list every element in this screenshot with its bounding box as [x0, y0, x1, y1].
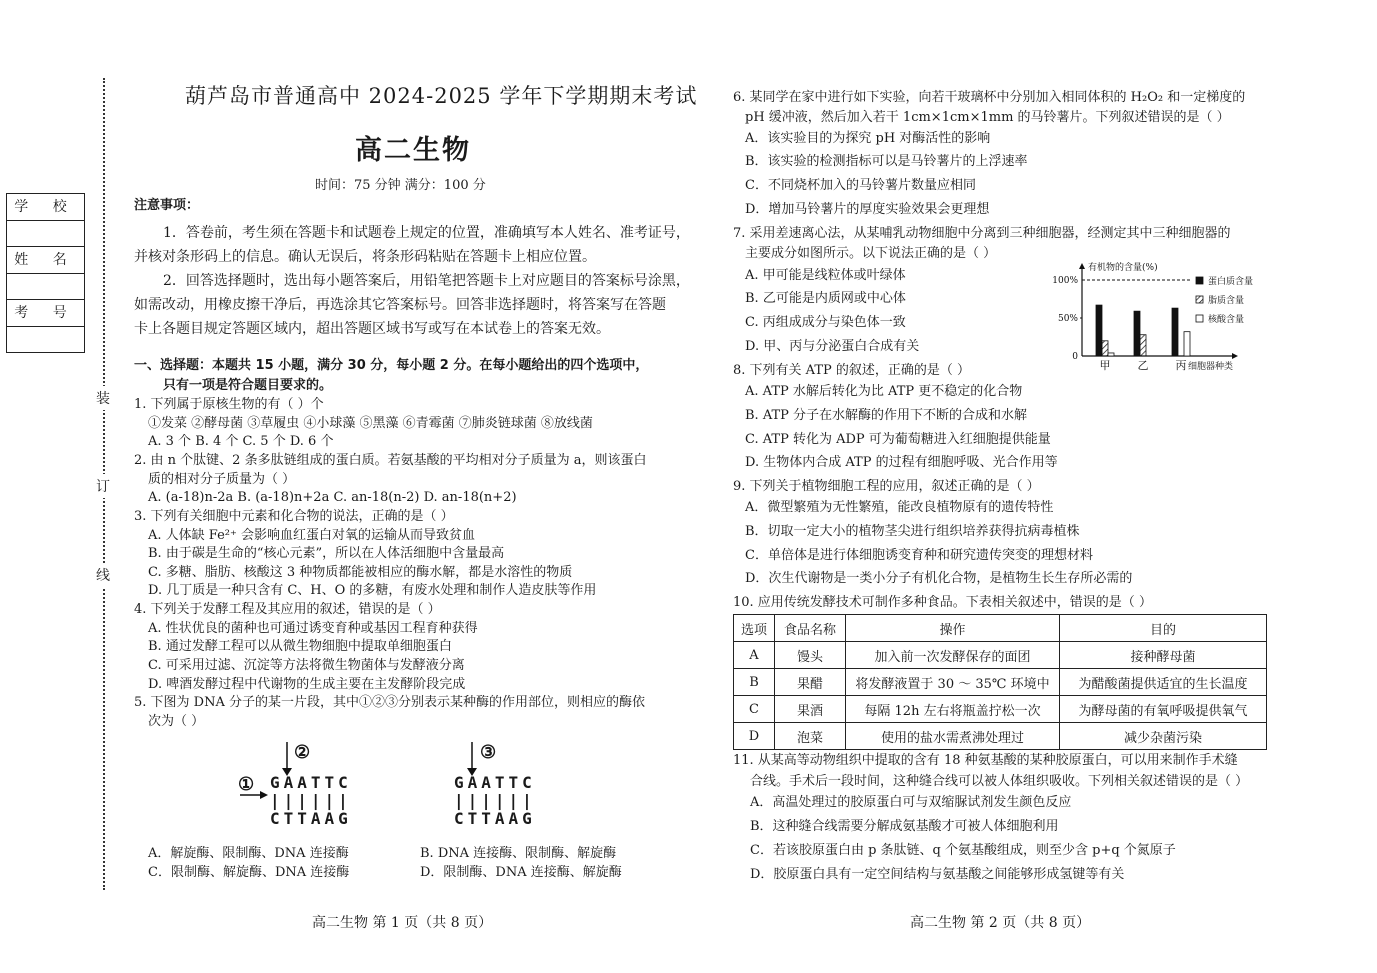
name-label: 姓 名	[7, 247, 84, 274]
q7-option: D. 甲、丙与分泌蛋白合成有关	[745, 339, 920, 354]
q2-stem: 质的相对分子质量为（ ）	[148, 472, 296, 487]
q7-stem: 主要成分如图所示。以下说法正确的是（ ）	[745, 246, 997, 261]
subject-title: 高二生物	[355, 135, 471, 166]
table-cell: 使用的盐水需煮沸处理过	[846, 723, 1060, 750]
table-row	[734, 723, 1267, 750]
bar	[1134, 311, 1140, 356]
q9-stem: 9. 下列关于植物细胞工程的应用，叙述正确的是（ ）	[733, 479, 1040, 494]
q3-option: A. 人体缺 Fe²⁺ 会影响血红蛋白对氧的运输从而导致贫血	[148, 528, 475, 543]
q11-option: C．若该胶原蛋白由 p 条肽链、q 个氨基酸组成，则至少含 p+q 个氮原子	[750, 843, 1176, 858]
q6-option: A．该实验目的为探究 pH 对酶活性的影响	[745, 131, 991, 146]
notice-line: 卡上各题目规定答题区域内，超出答题区域书写或写在本试卷上的答案无效。	[134, 321, 610, 337]
q8-option: B. ATP 分子在水解酶的作用下不断的合成和水解	[745, 408, 1028, 423]
bar	[1102, 341, 1108, 356]
notice-line: 并核对条形码上的信息。确认无误后，将条形码粘贴在答题卡上相应位置。	[134, 249, 596, 265]
notice-line: 如需改动，用橡皮擦干净后，再选涂其它答案标号。回答非选择题时，将答案写在答题	[134, 297, 666, 313]
school-label: 学 校	[7, 194, 84, 221]
table-header: 目的	[1060, 615, 1267, 642]
q4-option: C. 可采用过滤、沉淀等方法将微生物菌体与发酵液分离	[148, 658, 465, 673]
table-cell: C	[734, 696, 775, 723]
notice-heading: 注意事项：	[134, 198, 200, 213]
q8-option: C. ATP 转化为 ADP 可为葡萄糖进入红细胞提供能量	[745, 432, 1051, 447]
q4-option: B. 通过发酵工程可以从微生物细胞中提取单细胞蛋白	[148, 639, 452, 654]
y-tick-label: 50%	[1057, 314, 1078, 324]
legend-label: 蛋白质含量	[1208, 277, 1254, 287]
table-cell: 每隔 12h 左右将瓶盖拧松一次	[846, 696, 1060, 723]
table-row	[734, 696, 1267, 723]
q4-stem: 4. 下列关于发酵工程及其应用的叙述，错误的是（ ）	[134, 602, 441, 617]
dna-top-strand-2: GAATTC	[454, 773, 536, 792]
y-tick-label: 0	[1072, 352, 1078, 362]
bar	[1108, 353, 1114, 356]
legend-label: 脂质含量	[1208, 296, 1245, 306]
x-axis-arrow	[1232, 353, 1238, 359]
notice-line: 1．答卷前，考生须在答题卡和试题卷上规定的位置，准确填写本人姓名、准考证号，	[163, 225, 690, 241]
legend-swatch	[1196, 315, 1203, 322]
q6-option: B．该实验的检测指标可以是马铃薯片的上浮速率	[745, 154, 1028, 169]
y-axis-arrow	[1079, 263, 1085, 269]
dna-bonds-1: ||||||	[270, 791, 352, 810]
page-footer-right: 高二生物 第 2 页（共 8 页）	[910, 915, 1091, 931]
q5-stem: 次为（ ）	[148, 714, 205, 729]
q6-option: C．不同烧杯加入的马铃薯片数量应相同	[745, 178, 976, 193]
binding-char-ding: 订	[96, 474, 110, 498]
q7-stem: 7. 采用差速离心法，从某哺乳动物细胞中分离到三种细胞器，经测定其中三种细胞器的	[733, 226, 1231, 241]
q11-option: A．高温处理过的胶原蛋白可与双缩脲试剂发生颜色反应	[750, 795, 1072, 810]
marker-3: ③	[480, 742, 497, 763]
table-cell: A	[734, 642, 775, 669]
section-heading: 一、选择题：本题共 15 小题，满分 30 分，每小题 2 分。在每小题给出的四个选项中，	[134, 358, 649, 373]
category-label: 乙	[1137, 359, 1149, 372]
table-cell: 馒头	[775, 642, 846, 669]
school-field[interactable]	[7, 221, 84, 247]
legend-swatch	[1196, 296, 1203, 303]
dna-top-strand-1: GAATTC	[270, 773, 352, 792]
q9-option: A．微型繁殖为无性繁殖，能改良植物原有的遗传特性	[745, 500, 1054, 515]
marker-1: ①	[238, 774, 255, 795]
q1-stem: 1. 下列属于原核生物的有（ ）个	[134, 397, 324, 412]
legend-label: 核酸含量	[1208, 315, 1245, 325]
table-cell: 将发酵液置于 30 ～ 35℃ 环境中	[846, 669, 1060, 696]
table-header-row	[734, 615, 1267, 642]
organelle-composition-chart	[1040, 258, 1270, 373]
q2-stem: 2. 由 n 个肽键、2 条多肽链组成的蛋白质。若氨基酸的平均相对分子质量为 a，则该蛋白	[134, 453, 647, 468]
table-cell: 加入前一次发酵保存的面团	[846, 642, 1060, 669]
section-heading: 只有一项是符合题目要求的。	[163, 378, 333, 393]
q5-option-c: C．限制酶、解旋酶、DNA 连接酶	[148, 865, 350, 880]
q3-option: C. 多糖、脂肪、核酸这 3 种物质都能被相应的酶水解，都是水溶性的物质	[148, 565, 573, 580]
table-cell: D	[734, 723, 775, 750]
table-cell: 减少杂菌污染	[1060, 723, 1267, 750]
table-cell: 果醋	[775, 669, 846, 696]
table-row	[734, 642, 1267, 669]
fermentation-table	[733, 614, 1267, 750]
q6-stem: pH 缓冲液，然后加入若干 1cm×1cm×1mm 的马铃薯片。下列叙述错误的是（ ）	[745, 110, 1230, 125]
q1-options: A. 3 个 B. 4 个 C. 5 个 D. 6 个	[148, 434, 334, 449]
bar	[1184, 332, 1190, 356]
notice-line: 2．回答选择题时，选出每小题答案后，用铅笔把答题卡上对应题目的答案标号涂黑，	[163, 273, 690, 289]
x-axis-label: 细胞器种类	[1188, 362, 1234, 372]
q5-stem: 5. 下图为 DNA 分子的某一片段，其中①②③分别表示某种酶的作用部位，则相应的酶依	[134, 695, 645, 710]
student-info-box	[6, 193, 85, 353]
marker-2: ②	[294, 742, 311, 763]
table-cell: 泡菜	[775, 723, 846, 750]
q9-option: C．单倍体是进行体细胞诱变育种和研究遗传突变的理想材料	[745, 548, 1093, 563]
q3-stem: 3. 下列有关细胞中元素和化合物的说法，正确的是（ ）	[134, 509, 454, 524]
q4-option: D. 啤酒发酵过程中代谢物的生成主要在主发酵阶段完成	[148, 677, 466, 692]
q5-option-d: D．限制酶、DNA 连接酶、解旋酶	[420, 865, 622, 880]
table-cell: 接种酵母菌	[1060, 642, 1267, 669]
dna-bottom-strand-2: CTTAAG	[454, 809, 536, 828]
page-footer-left: 高二生物 第 1 页（共 8 页）	[312, 915, 493, 931]
table-cell: 果酒	[775, 696, 846, 723]
q11-option: D．胶原蛋白具有一定空间结构与氨基酸之间能够形成氢键等有关	[750, 867, 1125, 882]
q1-items: ①发菜 ②酵母菌 ③草履虫 ④小球藻 ⑤黑藻 ⑥青霉菌 ⑦肺炎链球菌 ⑧放线菌	[148, 416, 593, 431]
dna-figure	[232, 740, 622, 835]
q2-options: A. (a-18)n-2a B. (a-18)n+2a C. an-18(n-2) D. an-18(n+2)	[148, 490, 517, 505]
bar	[1172, 308, 1178, 356]
q4-option: A. 性状优良的菌种也可通过诱变育种或基因工程育种获得	[148, 621, 478, 636]
q3-option: B. 由于碳是生命的“核心元素”，所以在人体活细胞中含量最高	[148, 546, 505, 561]
exam-number-field[interactable]	[7, 327, 84, 352]
q8-option: D. 生物体内合成 ATP 的过程有细胞呼吸、光合作用等	[745, 455, 1058, 470]
q8-option: A. ATP 水解后转化为比 ATP 更不稳定的化合物	[745, 384, 1023, 399]
category-label: 甲	[1099, 359, 1111, 372]
q9-option: B．切取一定大小的植物茎尖进行组织培养获得抗病毒植株	[745, 524, 1080, 539]
q10-stem: 10. 应用传统发酵技术可制作多种食品。下表相关叙述中，错误的是（ ）	[733, 595, 1152, 610]
bar	[1140, 335, 1146, 356]
q11-stem: 合线。手术后一段时间，这种缝合线可以被人体组织吸收。下列相关叙述错误的是（ ）	[750, 774, 1249, 789]
y-tick-label: 100%	[1052, 276, 1078, 286]
bar	[1096, 305, 1102, 356]
q6-stem: 6. 某同学在家中进行如下实验，向若干玻璃杯中分别加入相同体积的 H₂O₂ 和一定梯度的	[733, 90, 1246, 105]
time-info: 时间：75 分钟 满分：100 分	[315, 178, 486, 193]
q11-stem: 11. 从某高等动物组织中提取的含有 18 种氨基酸的某种胶原蛋白，可以用来制作手术缝	[733, 753, 1238, 768]
table-cell: B	[734, 669, 775, 696]
y-axis-label: 有机物的含量(%)	[1088, 263, 1158, 273]
binding-char-xian: 线	[96, 563, 110, 587]
table-header: 操作	[846, 615, 1060, 642]
q11-option: B．这种缝合线需要分解成氨基酸才可被人体细胞利用	[750, 819, 1059, 834]
category-label: 丙	[1175, 359, 1187, 372]
dna-bottom-strand-1: CTTAAG	[270, 809, 352, 828]
table-cell: 为醋酸菌提供适宜的生长温度	[1060, 669, 1267, 696]
table-header: 食品名称	[775, 615, 846, 642]
q6-option: D．增加马铃薯片的厚度实验效果会更理想	[745, 202, 990, 217]
q3-option: D. 几丁质是一种只含有 C、H、O 的多糖，有废水处理和制作人造皮肤等作用	[148, 583, 597, 598]
table-cell: 为酵母菌的有氧呼吸提供氧气	[1060, 696, 1267, 723]
exam-title: 葫芦岛市普通高中 2024-2025 学年下学期期末考试	[185, 84, 698, 108]
q7-option: A. 甲可能是线粒体或叶绿体	[745, 268, 906, 283]
table-header: 选项	[734, 615, 775, 642]
exam-number-label: 考 号	[7, 300, 84, 327]
table-row	[734, 669, 1267, 696]
q7-option: C. 丙组成成分与染色体一致	[745, 315, 906, 330]
q9-option: D．次生代谢物是一类小分子有机化合物，是植物生长生存所必需的	[745, 571, 1133, 586]
q5-option-b: B. DNA 连接酶、限制酶、解旋酶	[420, 846, 617, 861]
q7-option: B. 乙可能是内质网或中心体	[745, 291, 906, 306]
q5-option-a: A．解旋酶、限制酶、DNA 连接酶	[148, 846, 349, 861]
dna-bonds-2: ||||||	[454, 791, 536, 810]
name-field[interactable]	[7, 274, 84, 300]
binding-char-zhuang: 装	[96, 386, 110, 410]
legend-swatch	[1196, 277, 1203, 284]
q8-stem: 8. 下列有关 ATP 的叙述，正确的是（ ）	[733, 363, 971, 378]
